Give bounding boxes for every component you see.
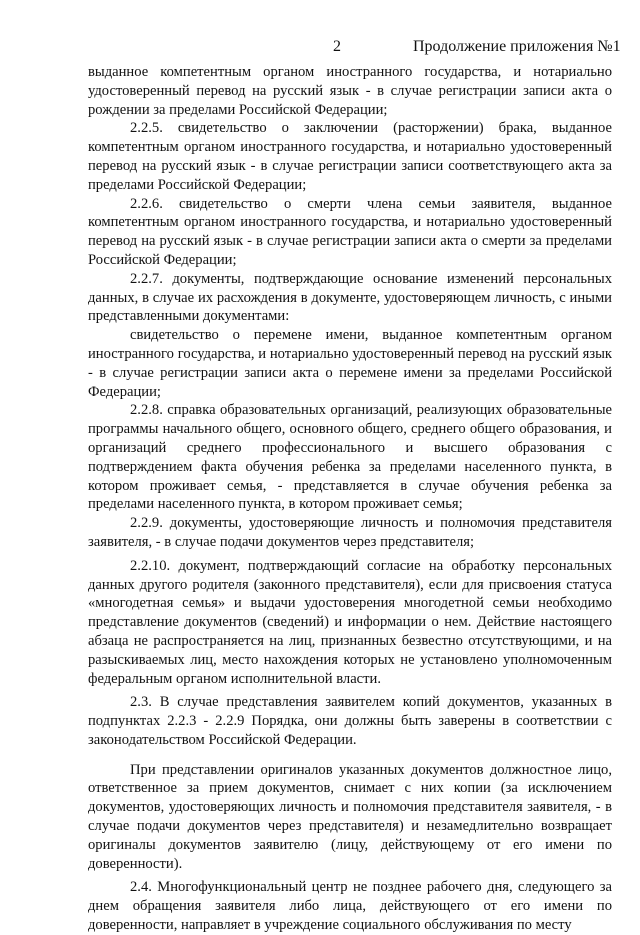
page-number: 2 [333,38,341,55]
paragraph-2-2-10: 2.2.10. документ, подтверждающий согласие на обработку персональных данных другого родителя (законного представителя), если для присвоения статуса «многодетная семья» и выдачи удостоверения многодетной семьи необходимо представление документов (сведений) и информации о нем. Действие настоящего абзаца не распространяется на лиц, признанных безвестно отсутствующими, и на разыскиваемых лиц, место нахождения которых не установлено уполномоченным федеральным органом исполнительной власти. [88,557,612,687]
paragraph-2-2-7: 2.2.7. документы, подтверждающие основание изменений персональных данных, в случае их расхождения в документе, удостоверяющем личность, с иными представленными документами: [88,270,612,325]
paragraph-2-2-9: 2.2.9. документы, удостоверяющие личность и полномочия представителя заявителя, - в случае подачи документов через представителя; [88,515,612,550]
paragraph-2-2-5: 2.2.5. свидетельство о заключении (расторжении) брака, выданное компетентным органом иностранного государства, и нотариально удостоверенный перевод на русский язык - в случае регистрации записи соответствующего акта за пределами Российской Федерации; [88,120,612,193]
paragraph-2-4: 2.4. Многофункциональный центр не позднее рабочего дня, следующего за днем обращения заявителя либо лица, действующего от его имени по доверенности, направляет в учреждение социального обслуживания по месту [88,879,612,934]
paragraph-2-2-6: 2.2.6. свидетельство о смерти члена семьи заявителя, выданное компетентным органом иностранного государства, и нотариально удостоверенный перевод на русский язык - в случае регистрации записи акта о смерти за пределами Российской Федерации; [88,195,612,268]
page-header [0,38,640,58]
paragraph-name-change: свидетельство о перемене имени, выданное компетентным органом иностранного государства, и нотариально удостоверенный перевод на русский язык - в случае регистрации записи акта о перемене имени за пределами Российской Федерации; [88,327,612,400]
paragraph-2-2-8: 2.2.8. справка образовательных организаций, реализующих образовательные программы начального общего, основного общего, среднего общего образования, и организаций среднего профессионального и высшего образования с подтверждением факта обучения ребенка за пределами населенного пункта, в котором проживает семья, - представляется в случае обучения ребенка за пределами населенного пункта, в котором проживает семья; [88,402,612,513]
paragraph-2-3: 2.3. В случае представления заявителем копий документов, указанных в подпунктах 2.2.3 - 2.2.9 Порядка, они должны быть заверены в соответствии с законодательством Российской Федерации. [88,694,612,748]
paragraph-continuation: выданное компетентным органом иностранного государства, и нотариально удостоверенный перевод на русский язык - в случае регистрации записи акта о рождении за пределами Российской Федерации; [88,64,612,118]
paragraph-originals: При представлении оригиналов указанных документов должностное лицо, ответственное за прием документов, снимает с них копии (за исключением документов, удостоверяющих личность и полномочия представителя заявителя, - в случае подачи документов через представителя) и незамедлительно возвращает оригиналы документов заявителю (лицу, действующему от его имени по доверенности). [88,761,612,872]
appendix-label: Продолжение приложения №1 [413,38,621,55]
document-body [88,63,612,935]
